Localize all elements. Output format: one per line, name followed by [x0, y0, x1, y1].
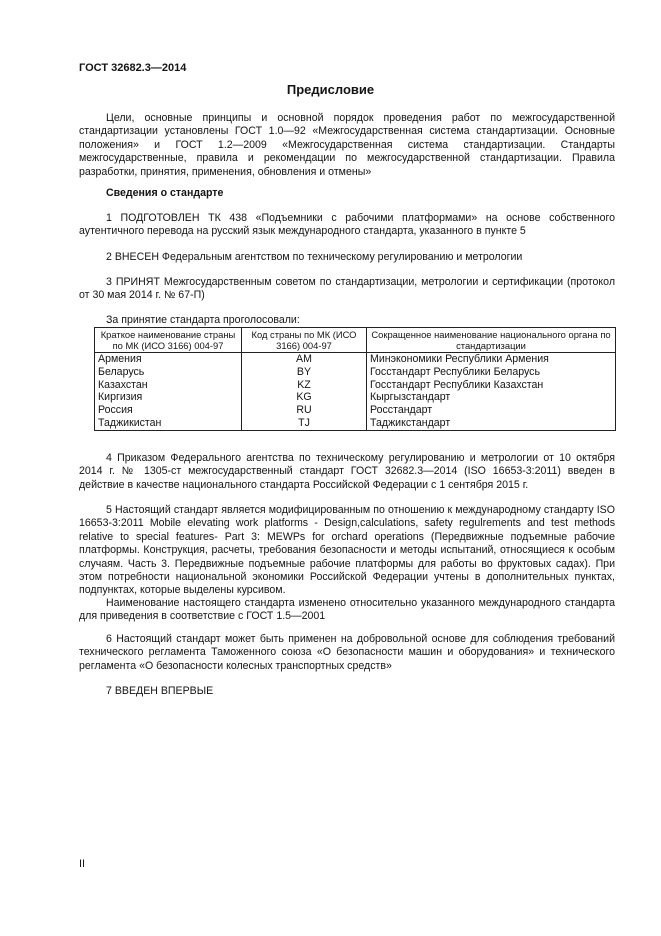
- table-caption: За принятие стандарта проголосовали:: [106, 314, 300, 326]
- table-row: [95, 353, 616, 366]
- table-cell-country: Таджикистан: [95, 417, 242, 430]
- table-row: [95, 391, 616, 404]
- table-header-code: Код страны по МК (ИСО 3166) 004-97: [242, 328, 367, 353]
- item-5-note-paragraph: Наименование настоящего стандарта изменено относительно указанного международного стандарта для приведения в соответствие с ГОСТ 1.5—2001: [79, 597, 615, 623]
- table-cell-code: BY: [242, 366, 367, 379]
- table-cell-authority: Госстандарт Республики Казахстан: [367, 379, 616, 392]
- table-cell-authority: Росстандарт: [367, 404, 616, 417]
- table-cell-authority: Кыргызстандарт: [367, 391, 616, 404]
- page-number: II: [79, 858, 86, 870]
- agreement-table: [94, 327, 616, 431]
- table-cell-country: Киргизия: [95, 391, 242, 404]
- intro-paragraph: Цели, основные принципы и основной порядок проведения работ по межгосударственной стандартизации установлены ГОСТ 1.0—92 «Межгосударственная система стандартизации. Основные положения» и ГОСТ 1.2—2009 «Межгосударственная система стандартизации. Стандарты межгосударственные, правила и рекомендации по межгосударственной стандартизации. Правила разработки, принятия, применения, обновления и отмены»: [79, 112, 615, 178]
- table-header-country: Краткое наименование страны по МК (ИСО 3166) 004-97: [95, 328, 242, 353]
- table-header-row: [95, 328, 616, 353]
- table-cell-code: KZ: [242, 379, 367, 392]
- table-row: [95, 366, 616, 379]
- table-row: [95, 379, 616, 392]
- table-cell-code: AM: [242, 353, 367, 366]
- page-title: Предисловие: [286, 82, 375, 97]
- table-cell-country: Россия: [95, 404, 242, 417]
- table-cell-authority: Таджикстандарт: [367, 417, 616, 430]
- table-cell-code: RU: [242, 404, 367, 417]
- table-row: [95, 417, 616, 430]
- table-cell-authority: Минэкономики Республики Армения: [367, 353, 616, 366]
- document-header: ГОСТ 32682.3—2014: [79, 62, 187, 74]
- item-3-paragraph: 3 ПРИНЯТ Межгосударственным советом по стандартизации, метрологии и сертификации (протокол от 30 мая 2014 г. № 67-П): [79, 276, 615, 302]
- table-row: [95, 404, 616, 417]
- section-subheading: Сведения о стандарте: [106, 187, 224, 199]
- table-cell-code: TJ: [242, 417, 367, 430]
- item-6-paragraph: 6 Настоящий стандарт может быть применен на добровольной основе для соблюдения требований технического регламента Таможенного союза «О безопасности машин и оборудования» и технического регламента «О безопасности колесных транспортных средств»: [79, 633, 615, 672]
- item-5-paragraph: 5 Настоящий стандарт является модифицированным по отношению к международному стандарту ISO 16653-3:2011 Mobile elevating work platforms - Design,calculations, safety regulrements and test methods relative to special features- Part 3: MEWPs for orchard operations (Передвижные подъемные рабочие платформы. Конструкция, расчеты, требования безопасности и методы испытаний, относящиеся к особым случаям. Часть 3. Передвижные подъемные рабочие платформы для работы во фруктовых садах). При этом потребности национальной экономики Российской Федерации учтены в дополнительных пунктах, подпунктах, которые выделены курсивом.: [79, 504, 615, 597]
- table-cell-country: Казахстан: [95, 379, 242, 392]
- item-2-paragraph: 2 ВНЕСЕН Федеральным агентством по техническому регулированию и метрологии: [106, 251, 523, 263]
- table-cell-country: Армения: [95, 353, 242, 366]
- table-cell-country: Беларусь: [95, 366, 242, 379]
- table-cell-code: KG: [242, 391, 367, 404]
- item-7-paragraph: 7 ВВЕДЕН ВПЕРВЫЕ: [106, 685, 214, 697]
- item-1-paragraph: 1 ПОДГОТОВЛЕН ТК 438 «Подъемники с рабочими платформами» на основе собственного аутентичного перевода на русский язык международного стандарта, указанного в пункте 5: [79, 212, 615, 238]
- item-4-paragraph: 4 Приказом Федерального агентства по техническому регулированию и метрологии от 10 октября 2014 г. № 1305-ст межгосударственный стандарт ГОСТ 32682.3—2014 (ISO 16653-3:2011) введен в действие в качестве национального стандарта Российской Федерации с 1 сентября 2015 г.: [79, 452, 615, 491]
- table-cell-authority: Госстандарт Республики Беларусь: [367, 366, 616, 379]
- table-header-authority: Сокращенное наименование национального органа по стандартизации: [367, 328, 616, 353]
